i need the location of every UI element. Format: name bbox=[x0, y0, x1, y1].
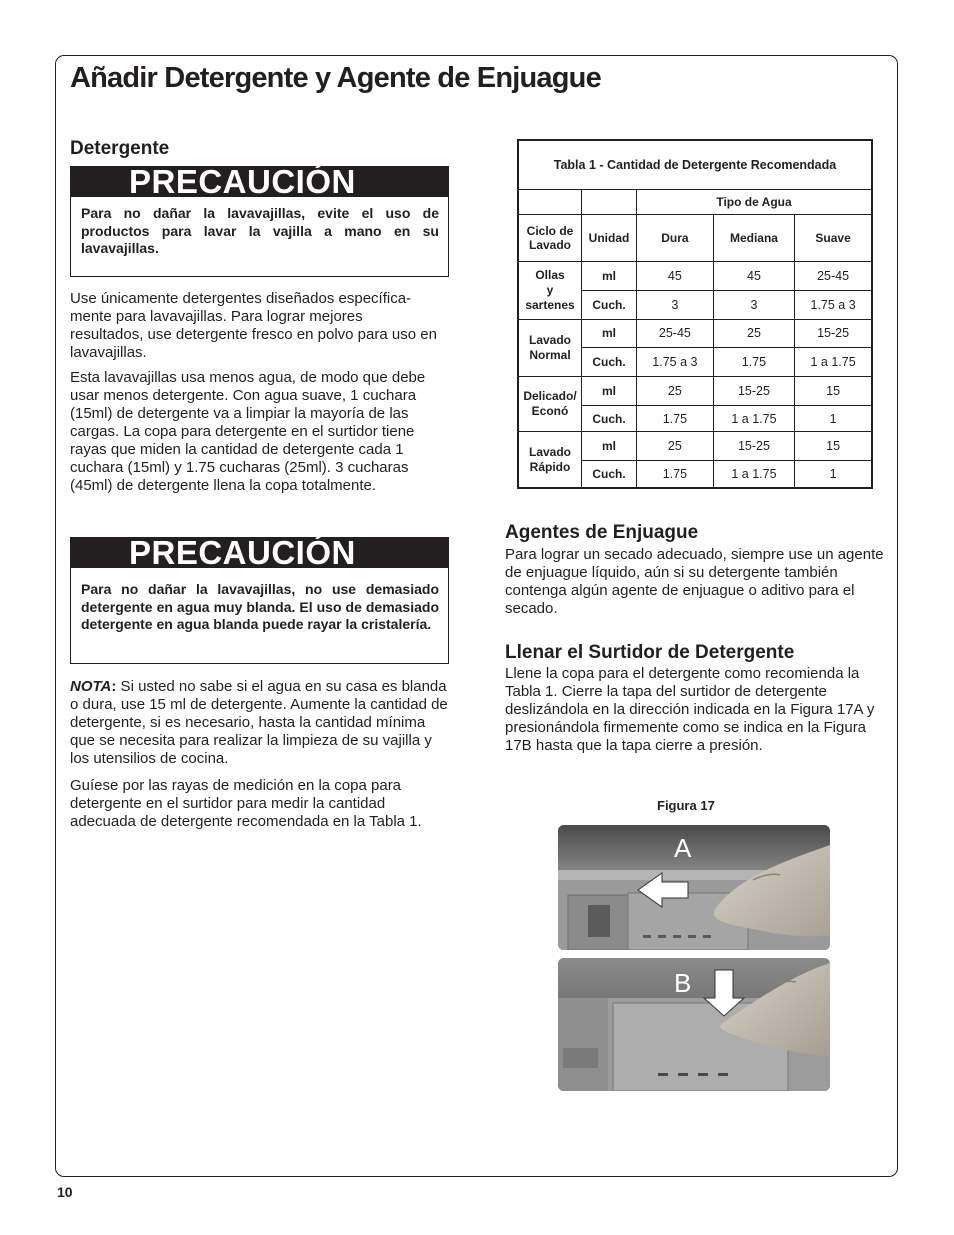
soft-value: 25-45 bbox=[795, 262, 872, 291]
medium-header: Mediana bbox=[713, 214, 794, 261]
soft-header: Suave bbox=[795, 214, 872, 261]
caution-title: PRECAUCIÓN bbox=[71, 167, 448, 197]
cycle-line: Normal bbox=[529, 347, 571, 362]
cycle-line: y bbox=[546, 282, 554, 297]
cycle-line: Delicado/ bbox=[523, 389, 577, 404]
soft-value: 1 a 1.75 bbox=[795, 348, 872, 377]
table-caption: Tabla 1 - Cantidad de Detergente Recomendada bbox=[519, 141, 872, 190]
soft-value: 1 bbox=[795, 461, 872, 488]
rinse-paragraph: Para lograr un secado adecuado, siempre use un agente de enjuague líquido, aún si su detergente también contenga algún agente de enjuague o aditivo para el secado. bbox=[505, 546, 884, 617]
unit-cell: ml bbox=[582, 319, 637, 348]
soft-value: 15-25 bbox=[795, 319, 872, 348]
hard-header: Dura bbox=[637, 214, 714, 261]
soft-value: 15 bbox=[795, 432, 872, 461]
figure-17b-photo bbox=[558, 958, 830, 1091]
cycle-cell-pots bbox=[519, 262, 582, 319]
medium-value: 25 bbox=[713, 319, 794, 348]
hard-value: 3 bbox=[637, 290, 714, 319]
cycle-line: sartenes bbox=[525, 297, 575, 312]
medium-value: 45 bbox=[713, 262, 794, 291]
hard-value: 25 bbox=[637, 432, 714, 461]
page-title: Añadir Detergente y Agente de Enjuague bbox=[70, 62, 601, 94]
hard-value: 1.75 bbox=[637, 405, 714, 432]
hard-value: 45 bbox=[637, 262, 714, 291]
cycle-cell-quick bbox=[519, 432, 582, 488]
medium-value: 1 a 1.75 bbox=[713, 461, 794, 488]
cycle-line: Lavado bbox=[528, 332, 571, 347]
table-corner-cell bbox=[519, 190, 582, 215]
table-corner-cell bbox=[582, 190, 637, 215]
cycle-line: Rápido bbox=[529, 459, 571, 474]
detergente-heading: Detergente bbox=[70, 138, 170, 159]
unit-cell: Cuch. bbox=[582, 290, 637, 319]
unit-cell: ml bbox=[582, 377, 637, 406]
cycle-line: Ollas bbox=[535, 267, 565, 282]
cycle-cell-normal bbox=[519, 319, 582, 376]
figure-17a-label: A bbox=[674, 833, 692, 863]
hard-value: 1.75 bbox=[637, 461, 714, 488]
cycle-line: Econó bbox=[531, 404, 569, 419]
unit-cell: ml bbox=[582, 262, 637, 291]
unit-cell: Cuch. bbox=[582, 461, 637, 488]
soft-value: 1 bbox=[795, 405, 872, 432]
caution-text: Para no dañar la lavavajillas, no use demasiado detergente en agua muy blanda. El uso de demasiado detergente en agua blanda puede rayar la cristalería. bbox=[81, 581, 439, 632]
detergent-table bbox=[517, 139, 873, 489]
unit-header: Unidad bbox=[582, 214, 637, 261]
soft-value: 1.75 a 3 bbox=[795, 290, 872, 319]
detergent-usage-paragraph: Use únicamente detergentes diseñados específica-mente para lavavajillas. Para lograr mejores resultados, use detergente fresco en polvo para uso en lavavajillas. bbox=[70, 290, 437, 361]
hard-value: 25 bbox=[637, 377, 714, 406]
medium-value: 3 bbox=[713, 290, 794, 319]
medium-value: 1 a 1.75 bbox=[713, 405, 794, 432]
figure-label: Figura 17 bbox=[657, 798, 715, 813]
cycle-cell-delicate bbox=[519, 377, 582, 432]
fill-heading: Llenar el Surtidor de Detergente bbox=[505, 642, 795, 663]
hard-value: 25-45 bbox=[637, 319, 714, 348]
caution-text: Para no dañar la lavavajillas, evite el uso de productos para lavar la vajilla a mano en su lavavajillas. bbox=[81, 205, 439, 256]
cycle-header: Ciclo de Lavado bbox=[519, 214, 582, 261]
caution-title: PRECAUCIÓN bbox=[71, 538, 448, 568]
dispenser-press-illustration bbox=[558, 958, 830, 1091]
nota-label: NOTA bbox=[70, 678, 112, 695]
nota-colon: : bbox=[111, 678, 117, 695]
cycle-line: Lavado bbox=[528, 444, 571, 459]
detergent-amount-paragraph: Esta lavavajillas usa menos agua, de modo que debe usar menos detergente. Con agua suave, 1 cuchara (15ml) de detergente va a limpiar la mayoría de las cargas. La copa para detergente en el surtidor tiene rayas que miden la cantidad de detergente cada 1 cuchara (15ml) y 1.75 cucharas (25ml). 3 cucharas (45ml) de detergente llena la copa totalmente. bbox=[70, 369, 426, 494]
measurement-paragraph: Guíese por las rayas de medición en la copa para detergente en el surtidor para medir la cantidad adecuada de detergente recomendada en la Tabla 1. bbox=[70, 777, 422, 830]
dispenser-slide-illustration bbox=[558, 825, 830, 950]
medium-value: 15-25 bbox=[713, 432, 794, 461]
nota-paragraph bbox=[70, 678, 450, 768]
rinse-heading: Agentes de Enjuague bbox=[505, 522, 699, 543]
caution-box-soft-water bbox=[70, 534, 449, 664]
unit-cell: ml bbox=[582, 432, 637, 461]
nota-text: Si usted no sabe si el agua en su casa es blanda o dura, use 15 ml de detergente. Aumente la cantidad de detergente, si es necesario, hasta la cantidad mínima que se necesita para realizar la limpieza de su vajilla y los utensilios de cocina. bbox=[70, 678, 448, 767]
fill-paragraph: Llene la copa para el detergente como recomienda la Tabla 1. Cierre la tapa del surtidor de detergente deslizándola en la dirección indicada en la Figura 17A y presionándola firmemente como se indica en la Figura 17B hasta que la tapa cierre a presión. bbox=[505, 665, 875, 754]
soft-value: 15 bbox=[795, 377, 872, 406]
figure-17b-label: B bbox=[674, 968, 692, 998]
medium-value: 1.75 bbox=[713, 348, 794, 377]
figure-17a-photo bbox=[558, 825, 830, 950]
page-number: 10 bbox=[57, 1184, 73, 1200]
water-type-header: Tipo de Agua bbox=[637, 190, 872, 215]
unit-cell: Cuch. bbox=[582, 405, 637, 432]
caution-box-hand-wash bbox=[70, 163, 449, 277]
medium-value: 15-25 bbox=[713, 377, 794, 406]
unit-cell: Cuch. bbox=[582, 348, 637, 377]
hard-value: 1.75 a 3 bbox=[637, 348, 714, 377]
